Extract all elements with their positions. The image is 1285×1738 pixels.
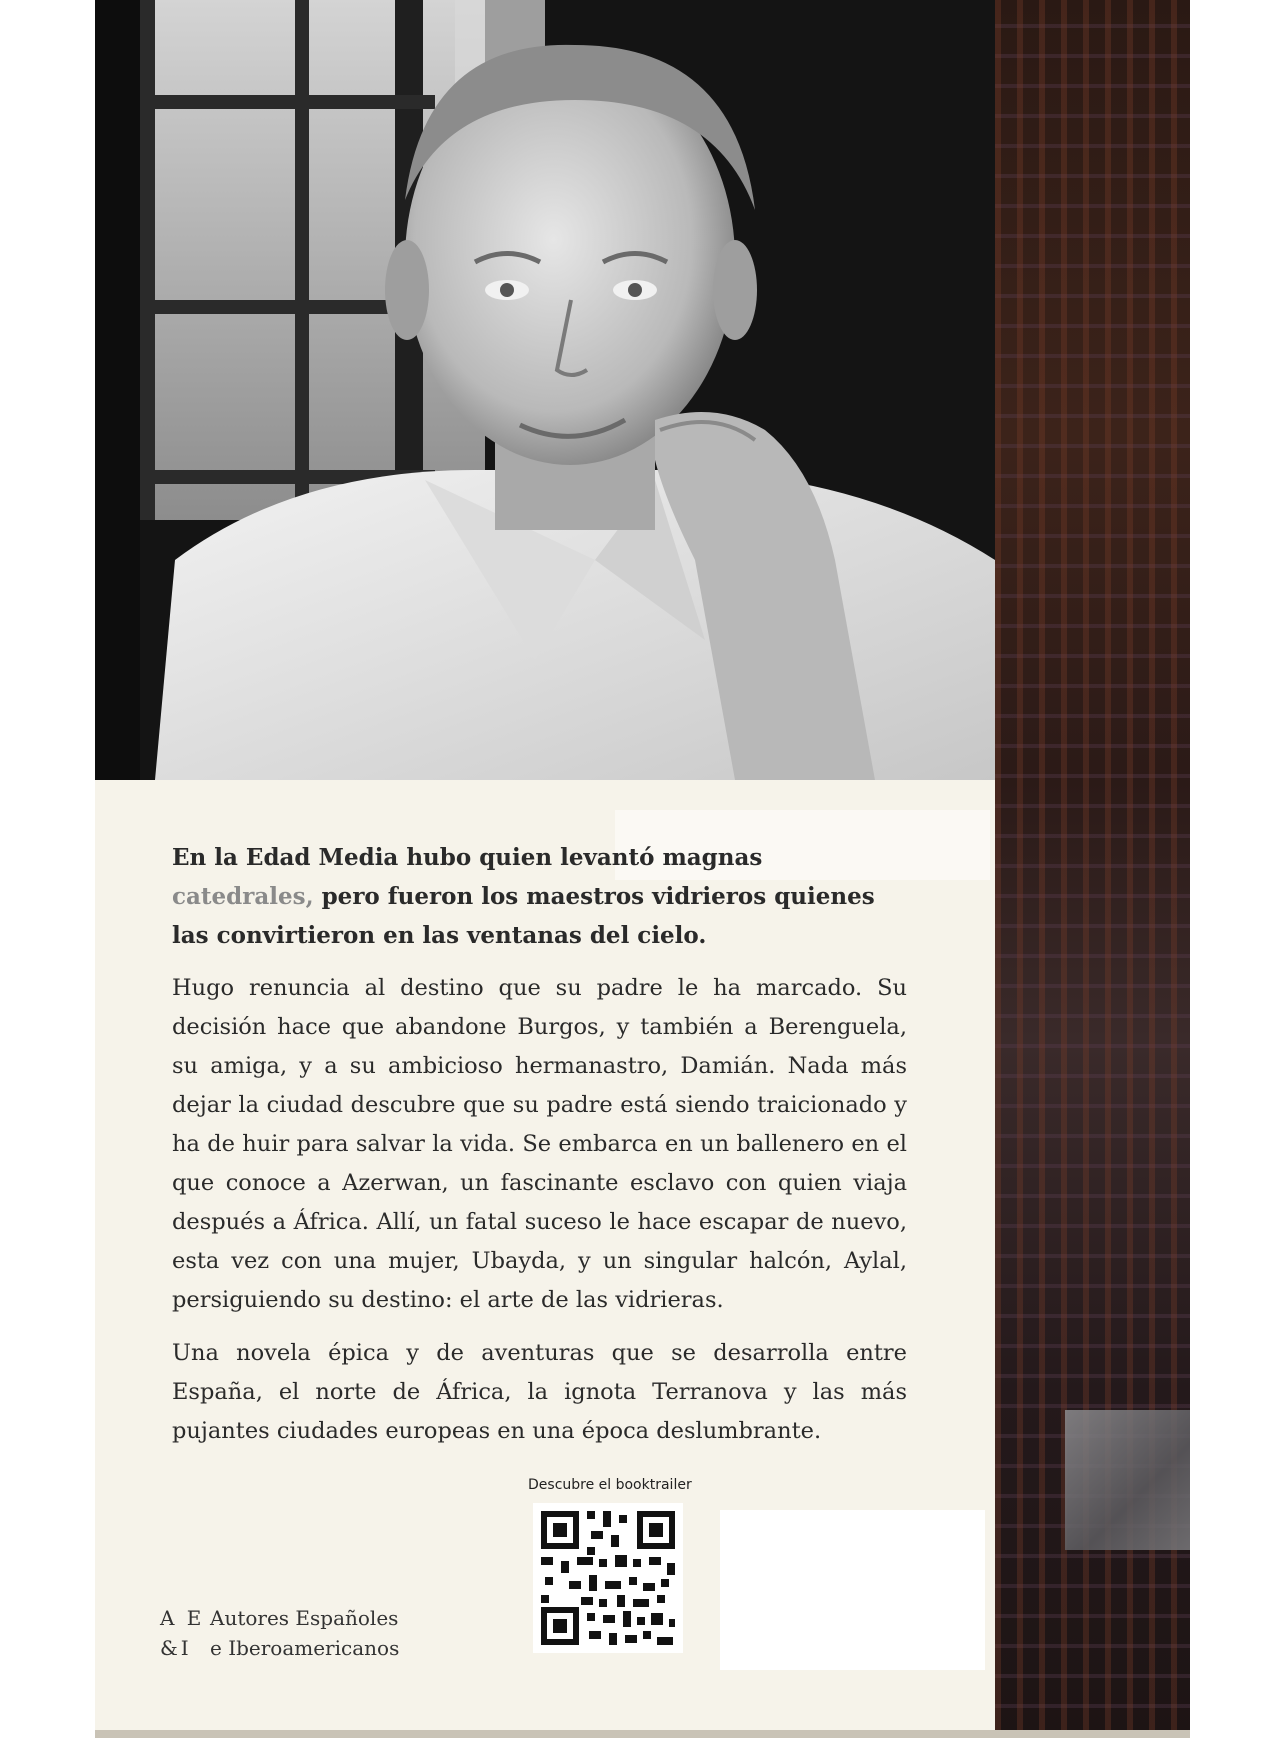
blurb-paragraph-2: Una novela épica y de aventuras que se desarrolla entre España, el norte de África, la ignota Terranova y las más pujantes ciudades europeas en una época deslumbrante. [172, 1340, 907, 1444]
book-back-cover [95, 0, 1190, 1738]
author-photo [95, 0, 995, 780]
imprint-text-line-2: e Iberoamericanos [210, 1636, 400, 1660]
bottom-edge [95, 1730, 1190, 1738]
imprint-logo-line-2: &I [160, 1636, 192, 1660]
author-portrait-illustration [95, 0, 995, 780]
publisher-imprint [160, 1603, 480, 1663]
imprint-text-line-1: Autores Españoles [210, 1606, 399, 1630]
imprint-line-1 [160, 1603, 480, 1633]
qr-code-graphic [533, 1503, 683, 1653]
imprint-logo-line-1: A E [160, 1606, 205, 1630]
decorative-side-strip [995, 0, 1190, 1738]
imprint-line-2 [160, 1633, 480, 1663]
qr-label: Descubre el booktrailer [528, 1477, 692, 1493]
blurb-text [172, 838, 907, 1465]
tape-patch [1065, 1410, 1190, 1550]
blurb-lead-faded: catedrales, [172, 883, 314, 910]
blurb-paragraph-1: Hugo renuncia al destino que su padre le ha marcado. Su decisión hace que abandone Burgos, y también a Berenguela, su amiga, y a su ambicioso hermanastro, Damián. Nada más dejar la ciudad descubre que su padre está siendo traicionado y ha de huir para salvar la vida. Se embarca en un ballenero en el que conoce a Azerwan, un fascinante esclavo con quien viaja después a África. Allí, un fatal suceso le hace escapar de nuevo, esta vez con una mujer, Ubayda, y un singular halcón, Aylal, persiguiendo su destino: el arte de las vidrieras. [172, 975, 907, 1313]
qr-code[interactable] [533, 1503, 683, 1653]
sticker-blank-bottom [720, 1510, 985, 1670]
blurb-lead-part1: En la Edad Media hubo quien levantó magnas [172, 844, 763, 871]
blurb-lead-part2: pero fueron los maestros vidrieros quienes las convirtieron en las ventanas del cielo. [172, 883, 875, 949]
blurb-lead [172, 838, 907, 955]
